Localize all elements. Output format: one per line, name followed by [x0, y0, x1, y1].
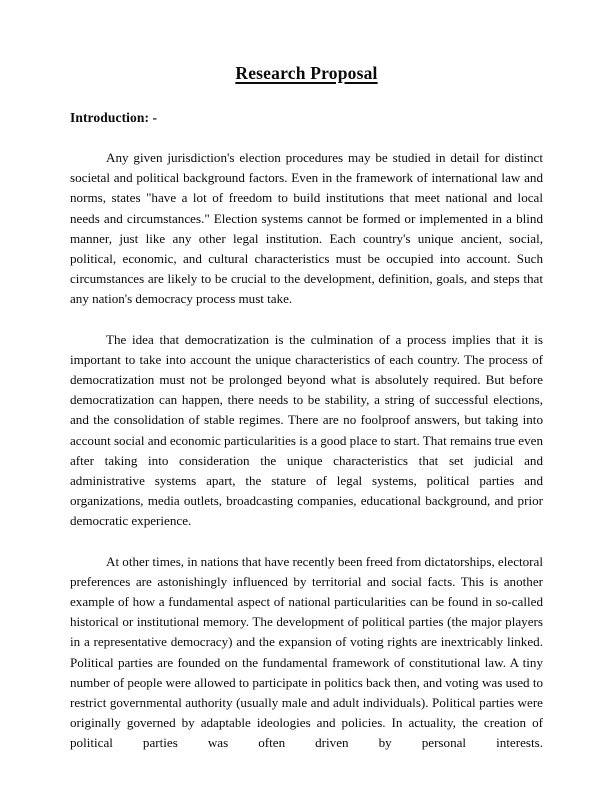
document-content [70, 62, 543, 754]
section-heading-introduction: Introduction: - [70, 110, 158, 125]
paragraph-2: The idea that democratization is the culmination of a process implies that it is important to take into account the unique characteristics of each country. The process of democratization must not be prolonged beyond what is absolutely required. But before democratization can happen, there needs to be stability, a string of successful elections, and the consolidation of stable regimes. There are no foolproof answers, but taking into account social and economic particularities is a good place to start. That remains true even after taking into consideration the unique characteristics that set judicial and administrative systems apart, the stature of legal systems, political parties and organizations, media outlets, broadcasting companies, educational background, and prior democratic experience. [70, 331, 543, 529]
page-title-text: Research Proposal [235, 63, 378, 83]
paragraph-3: At other times, in nations that have recently been freed from dictatorships, electoral preferences are astonishingly influenced by territorial and social facts. This is another example of how a fundamental aspect of national particularities can be found in so-called historical or institutional memory. The development of political parties (the major players in a representative democracy) and the expansion of voting rights are inextricably linked. Political parties are founded on the fundamental framework of constitutional law. A tiny number of people were allowed to participate in politics back then, and voting was used to restrict governmental authority (usually male and adult individuals). Political parties were originally governed by adaptable ideologies and policies. In actuality, the creation of political parties was often driven by personal interests. [70, 553, 543, 751]
page-title [70, 62, 543, 84]
paragraph-1: Any given jurisdiction's election procedures may be studied in detail for distinct societal and political background factors. Even in the framework of international law and norms, states "have a lot of freedom to build institutions that meet national and local needs and circumstances." Election systems cannot be formed or implemented in a blind manner, just like any other legal institution. Each country's unique ancient, social, political, economic, and cultural characteristics must be occupied into account. Such circumstances are likely to be crucial to the development, definition, goals, and steps that any nation's democracy process must take. [70, 150, 543, 307]
